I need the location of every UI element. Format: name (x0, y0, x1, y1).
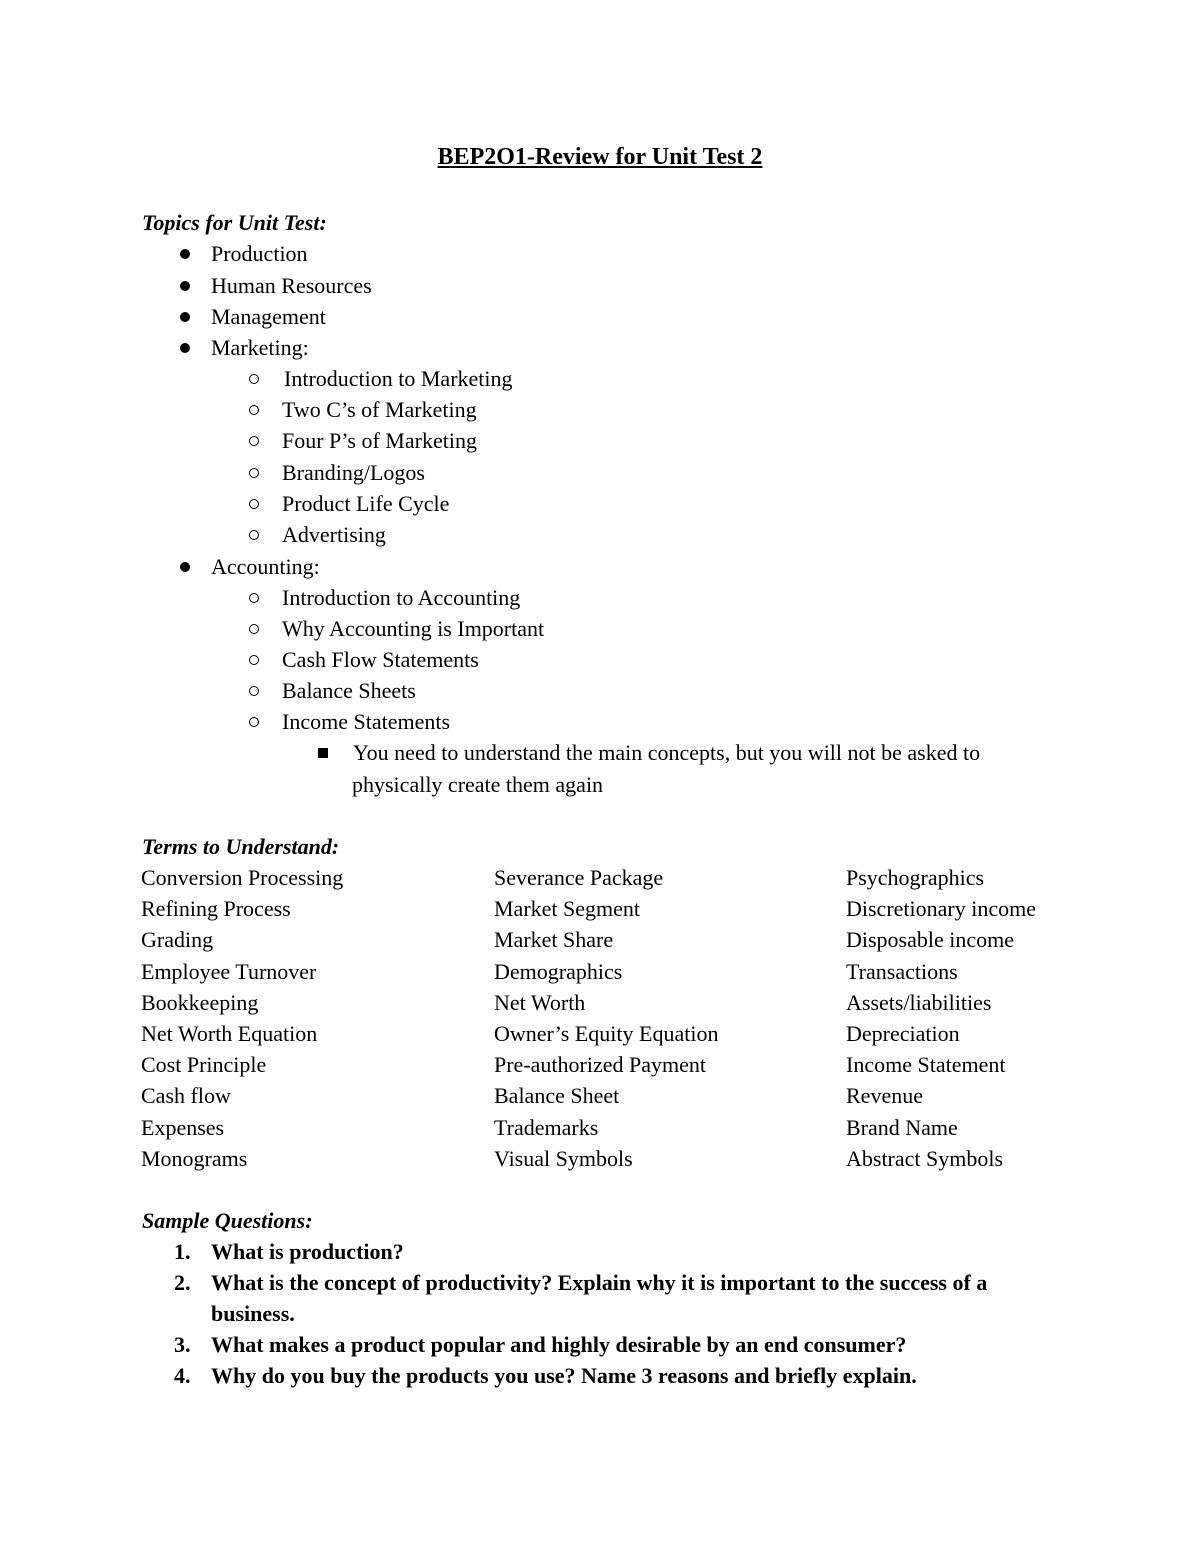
terms-heading: Terms to Understand: (142, 834, 340, 859)
term: Net Worth (494, 989, 586, 1015)
hollow-bullet-icon (249, 436, 259, 446)
term: Abstract Symbols (846, 1145, 1004, 1171)
bullet-icon (180, 312, 190, 322)
term: Net Worth Equation (141, 1020, 318, 1046)
hollow-bullet-icon (249, 499, 259, 509)
term: Expenses (141, 1114, 225, 1140)
question-text: What is production? (211, 1239, 404, 1264)
term: Market Share (494, 927, 614, 953)
term: Trademarks (494, 1114, 599, 1140)
term: Visual Symbols (494, 1145, 633, 1171)
term: Employee Turnover (141, 958, 317, 984)
hollow-bullet-icon (249, 405, 259, 415)
topics-heading: Topics for Unit Test: (142, 210, 327, 235)
term: Transactions (846, 958, 958, 984)
bullet-icon (180, 249, 190, 259)
bullet-icon (180, 343, 190, 353)
question-number: 2. (174, 1270, 191, 1295)
term: Pre-authorized Payment (494, 1052, 706, 1078)
term: Cost Principle (141, 1052, 267, 1078)
term: Severance Package (494, 865, 664, 890)
terms-column-2 (494, 862, 718, 1174)
question-text: business. (211, 1301, 295, 1326)
bullet-icon (180, 562, 190, 572)
terms-column-3 (846, 862, 1036, 1174)
term: Brand Name (846, 1114, 958, 1140)
term: Cash flow (141, 1083, 231, 1109)
question-number: 4. (174, 1363, 191, 1388)
hollow-bullet-icon (249, 593, 259, 603)
term: Revenue (846, 1083, 923, 1109)
questions-heading: Sample Questions: (142, 1208, 313, 1233)
hollow-bullet-icon (249, 530, 259, 540)
hollow-bullet-icon (249, 655, 259, 665)
document-title: BEP2O1-Review for Unit Test 2 (437, 144, 763, 170)
question-number: 3. (174, 1332, 191, 1357)
hollow-bullet-icon (249, 468, 259, 478)
term: Disposable income (846, 927, 1015, 953)
question-text: What makes a product popular and highly desirable by an end consumer? (211, 1332, 907, 1357)
term: Income Statement (846, 1052, 1006, 1078)
question-text: Why do you buy the products you use? Name 3 reasons and briefly explain. (211, 1363, 917, 1388)
square-bullet-icon (318, 748, 328, 758)
term: Demographics (494, 958, 623, 984)
term: Refining Process (141, 896, 291, 922)
document-page: BEP2O1-Review for Unit Test 2 Topics for Unit Test: Production Human Resources Management Marketing: Introduction to Marketing Two C’s of Marketing Four P’s of Marketing Branding/Logos Product Life Cycle Advertising Accounting: Introduction to Accounting Why Accounting is Important Cash Flow Statements Balance Sheets Income Statements You need to understand the main concepts, but you will not be asked to physically create them again Terms to Understand: Conversion Processing Refining Process Grading Employee Turnover Bookkeeping Net Worth Equation Cost Principle Cash flow Expenses Monograms Severance Package Market Segment Market Share Demographics Net Worth Owner’s Equity Equation Pre-authorized Payment Balance Sheet Trademarks Visual Symbols Psychographics Discretionary income Disposable income Transactions Assets/liabilities Depreciation Income Statement Revenue Brand Name Abstract Symbols Sample Questions: 1. What is production? 2. What is the concept of productivity? Explain why it is important to the success of a business. 3. What makes a product popular and highly desirable by an end consumer? 4. Why do you buy the products you use? Name 3 reasons and briefly explain. (0, 0, 1200, 1553)
bullet-icon (180, 281, 190, 291)
term: Balance Sheet (494, 1083, 620, 1109)
term: Assets/liabilities (846, 989, 992, 1015)
term: Depreciation (846, 1020, 960, 1046)
hollow-bullet-icon (249, 717, 259, 727)
term: Owner’s Equity Equation (494, 1020, 719, 1046)
term: Monograms (141, 1145, 248, 1171)
hollow-bullet-icon (249, 624, 259, 634)
terms-column-1 (141, 862, 343, 1174)
term: Psychographics (846, 865, 985, 890)
term: Market Segment (494, 896, 641, 922)
hollow-bullet-icon (249, 686, 259, 696)
term: Grading (141, 927, 214, 953)
term: Conversion Processing (141, 865, 344, 890)
term: Bookkeeping (141, 989, 259, 1015)
question-text: What is the concept of productivity? Explain why it is important to the success of a (211, 1270, 988, 1295)
term: Discretionary income (846, 896, 1036, 922)
question-number: 1. (174, 1239, 191, 1264)
hollow-bullet-icon (249, 374, 259, 384)
